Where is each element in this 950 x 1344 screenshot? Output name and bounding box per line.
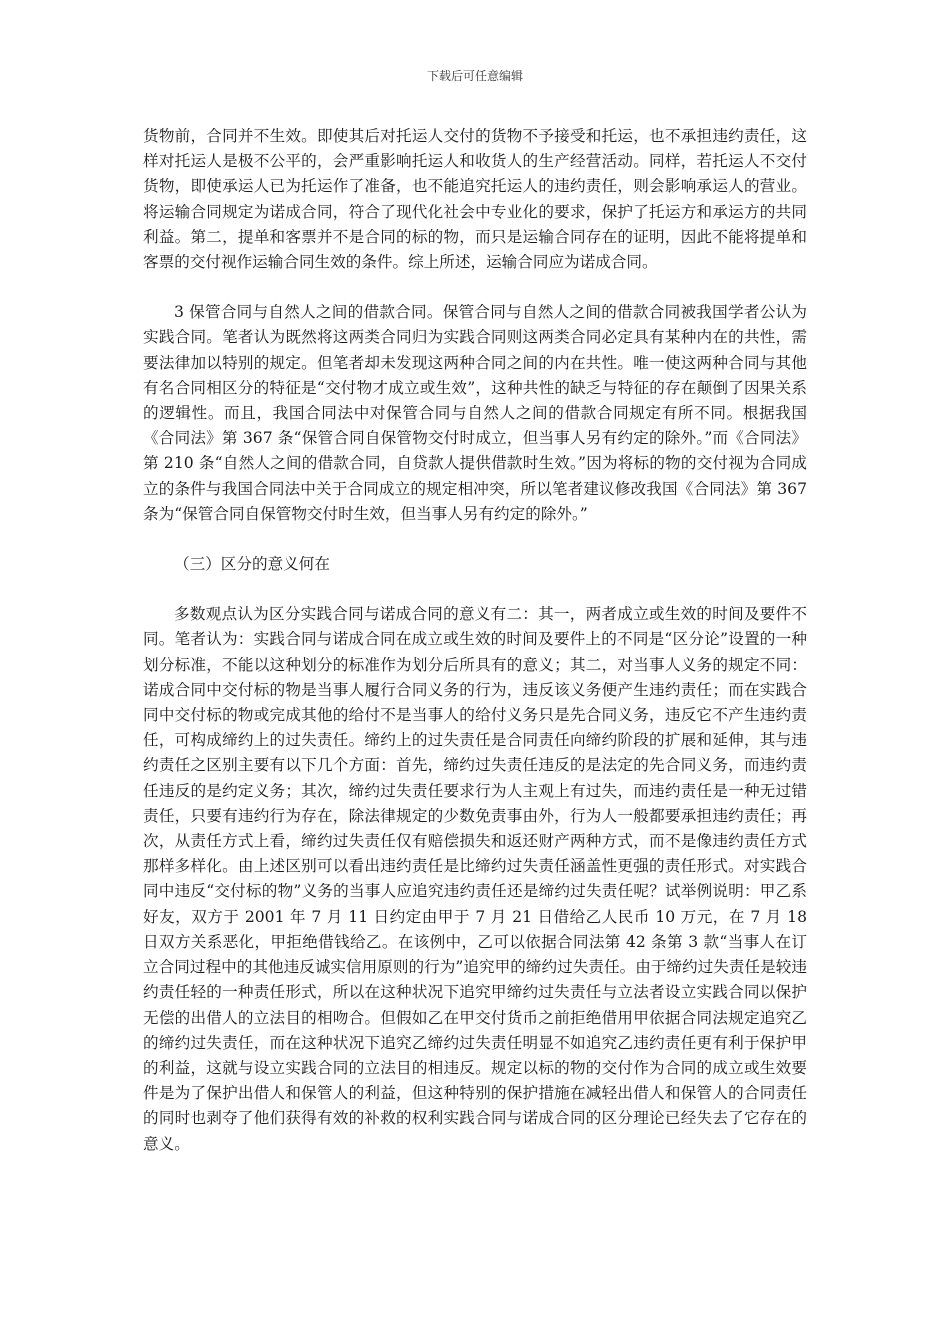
paragraph-custody-loan-contract: 3 保管合同与自然人之间的借款合同。保管合同与自然人之间的借款合同被我国学者公认为实践合同。笔者认为既然将这两类合同归为实践合同则这两类合同必定具有某种内在的共性，需要法律加以特别的规定。但笔者却未发现这两种合同之间的内在共性。唯一使这两种合同与其他有名合同相区分的特征是“交付物才成立或生效”，这种共性的缺乏与特征的存在颠倒了因果关系的逻辑性。而且，我国合同法中对保管合同与自然人之间的借款合同规定有所不同。根据我国《合同法》第 367 条“保管合同自保管物交付时成立，但当事人另有约定的除外。”而《合同法》第 210 条“自然人之间的借款合同，自贷款人提供借款时生效。”因为将标的物的交付视为合同成立的条件与我国合同法中关于合同成立的规定相冲突，所以笔者建议修改我国《合同法》第 367 条为“保管合同自保管物交付时生效，但当事人另有约定的除外。”	[143, 303, 807, 523]
paragraph-significance: 多数观点认为区分实践合同与诺成合同的意义有二：其一，两者成立或生效的时间及要件不同。笔者认为：实践合同与诺成合同在成立或生效的时间及要件上的不同是“区分论”设置的一种划分标准，不能以这种划分的标准作为划分后所具有的意义；其二，对当事人义务的规定不同：诺成合同中交付标的物是当事人履行合同义务的行为，违反该义务便产生违约责任；而在实践合同中交付标的物或完成其他的给付不是当事人的给付义务只是先合同义务，违反它不产生违约责任，可构成缔约上的过失责任。缔约上的过失责任是合同责任向缔约阶段的扩展和延伸，其与违约责任之区别主要有以下几个方面：首先，缔约过失责任违反的是法定的先合同义务，而违约责任违反的是约定义务；其次，缔约过失责任要求行为人主观上有过失，而违约责任是一种无过错责任，只要有违约行为存在，除法律规定的少数免责事由外，行为人一般都要承担违约责任；再次，从责任方式上看，缔约过失责任仅有赔偿损失和返还财产两种方式，而不是像违约责任方式那样多样化。由上述区别可以看出违约责任是比缔约过失责任涵盖性更强的责任形式。对实践合同中违反“交付标的物”义务的当事人应追究违约责任还是缔约过失责任呢？试举例说明：甲乙系好友，双方于 2001 年 7 月 11 日约定由甲于 7 月 21 日借给乙人民币 10 万元，在 7 月 18 日双方关系恶化，甲拒绝借钱给乙。在该例中，乙可以依据合同法第 42 条第 3 款“当事人在订立合同过程中的其他违反诚实信用原则的行为”追究甲的缔约过失责任。由于缔约过失责任是较违约责任轻的一种责任形式，所以在这种状况下追究甲缔约过失责任与立法者设立实践合同以保护无偿的出借人的立法目的相吻合。但假如乙在甲交付货币之前拒绝借用甲依据合同法规定追究乙的缔约过失责任，而在这种状况下追究乙缔约过失责任明显不如追究乙违约责任更有利于保护甲的利益，这就与设立实践合同的立法目的相违反。规定以标的物的交付作为合同的成立或生效要件是为了保护出借人和保管人的利益，但这种特别的保护措施在减轻出借人和保管人的合同责任的同时也剥夺了他们获得有效的补救的权利实践合同与诺成合同的区分理论已经失去了它存在的意义。	[143, 605, 807, 1153]
section-heading: （三）区分的意义何在	[174, 555, 330, 574]
document-body	[143, 124, 807, 1157]
paragraph-transport-contract: 货物前，合同并不生效。即使其后对托运人交付的货物不予接受和托运，也不承担违约责任，这样对托运人是极不公平的，会严重影响托运人和收货人的生产经营活动。同样，若托运人不交付货物，即使承运人已为托运作了准备，也不能追究托运人的违约责任，则会影响承运人的营业。将运输合同规定为诺成合同，符合了现代化社会中专业化的要求，保护了托运方和承运方的共同利益。第二，提单和客票并不是合同的标的物，而只是运输合同存在的证明，因此不能将提单和客票的交付视作运输合同生效的条件。综上所述，运输合同应为诺成合同。	[143, 127, 807, 272]
page-header: 下载后可任意编辑	[426, 69, 523, 83]
